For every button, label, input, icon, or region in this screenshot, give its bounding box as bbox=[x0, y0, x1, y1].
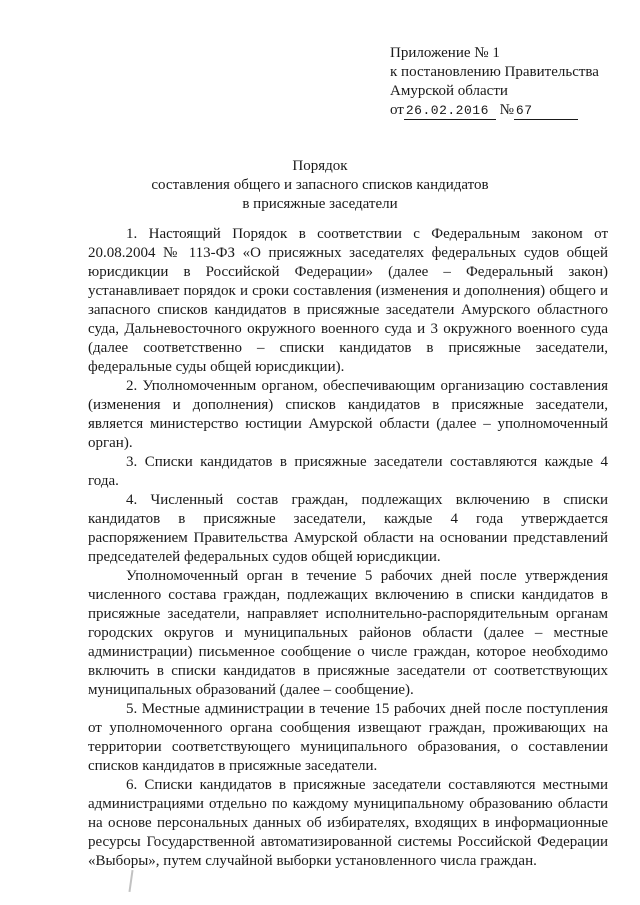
appendix-line-2: к постановлению Правительства bbox=[390, 64, 599, 80]
appendix-date-line bbox=[390, 101, 599, 120]
paragraph-5: 5. Местные администрации в течение 15 рабочих дней после поступления от уполномоченного органа сообщения извещают граждан, проживающих на территории соответствующего муниципального образования, о составлении списков кандидатов в присяжные заседатели. bbox=[88, 701, 608, 774]
paragraph-3: 3. Списки кандидатов в присяжные заседатели составляются каждые 4 года. bbox=[88, 454, 608, 489]
appendix-line-3: Амурской области bbox=[390, 83, 508, 99]
paragraph-4-continued: Уполномоченный орган в течение 5 рабочих дней после утверждения численного состава граждан, подлежащих включению в списки кандидатов в присяжные заседатели, направляет исполнительно-распорядительным органам городских округов и муниципальных районов области (далее – местные администрации) письменное сообщение о числе граждан, которое необходимо включить в списки кандидатов в присяжные заседатели от соответствующих муниципальных образований (далее – сообщение). bbox=[88, 568, 608, 698]
paragraph-1: 1. Настоящий Порядок в соответствии с Федеральным законом от 20.08.2004 № 113-ФЗ «О присяжных заседателях федеральных судов общей юрисдикции в Российской Федерации» (далее – Федеральный закон) устанавливает порядок и сроки составления (изменения и дополнения) общего и запасного списков кандидатов в присяжные заседатели Амурского областного суда, Дальневосточного окружного военного суда и 3 окружного военного суда (далее соответственно – списки кандидатов в присяжные заседатели, федеральные суды общей юрисдикции). bbox=[88, 226, 608, 375]
appendix-header bbox=[390, 44, 599, 120]
title-line-1: Порядок bbox=[292, 158, 348, 174]
document-body bbox=[88, 225, 608, 871]
from-label: от bbox=[390, 102, 404, 118]
number-label: № bbox=[499, 102, 514, 118]
title-line-2: составления общего и запасного списков кандидатов bbox=[151, 177, 489, 193]
appendix-date: 26.02.2016 bbox=[404, 103, 496, 120]
title-line-3: в присяжные заседатели bbox=[242, 196, 398, 212]
appendix-line-1: Приложение № 1 bbox=[390, 45, 500, 61]
appendix-number: 67 bbox=[514, 103, 578, 120]
paragraph-2: 2. Уполномоченным органом, обеспечивающим организацию составления (изменения и дополнения) списков кандидатов в присяжные заседатели, является министерство юстиции Амурской области (далее – уполномоченный орган). bbox=[88, 378, 608, 451]
scan-artifact-mark bbox=[128, 870, 133, 892]
paragraph-6: 6. Списки кандидатов в присяжные заседатели составляются местными администрациями отдельно по каждому муниципальному образованию области на основе персональных данных об избирателях, входящих в информационные ресурсы Государственной автоматизированной системы Российской Федерации «Выборы», путем случайной выборки установленного числа граждан. bbox=[88, 777, 608, 869]
document-title bbox=[0, 157, 640, 214]
paragraph-4: 4. Численный состав граждан, подлежащих включению в списки кандидатов в присяжные заседатели, каждые 4 года утверждается распоряжением Правительства Амурской области на основании представлений председателей федеральных судов общей юрисдикции. bbox=[88, 492, 608, 565]
